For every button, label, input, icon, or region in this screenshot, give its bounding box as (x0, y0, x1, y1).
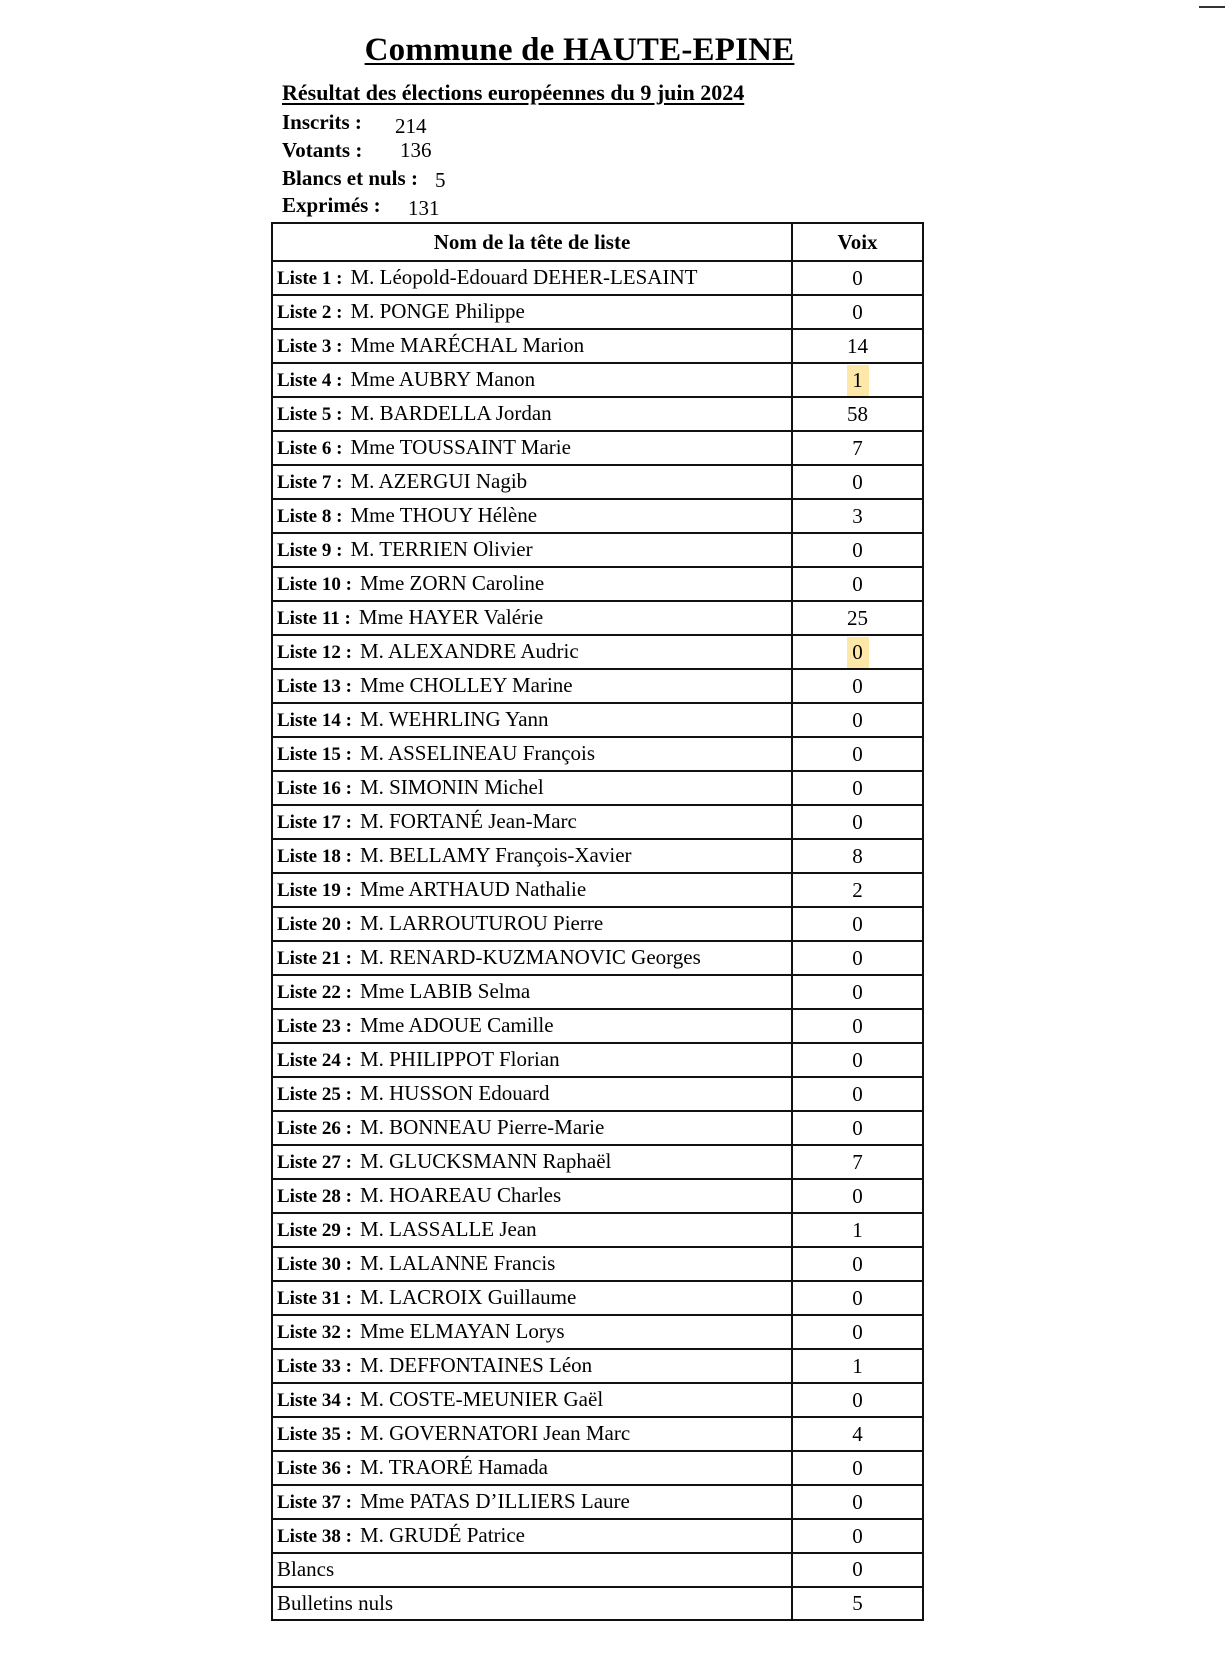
candidate-name: Mme ARTHAUD Nathalie (359, 877, 587, 901)
candidate-name: M. LASSALLE Jean (359, 1217, 537, 1241)
candidate-name: M. PHILIPPOT Florian (359, 1047, 560, 1071)
candidate-name: M. LALANNE Francis (359, 1251, 556, 1275)
list-cell (272, 1009, 792, 1043)
table-row (272, 1077, 923, 1111)
vote-count: 0 (852, 537, 863, 562)
vote-count: 14 (847, 333, 868, 358)
candidate-name: Mme ADOUE Camille (359, 1013, 554, 1037)
table-row (272, 737, 923, 771)
page-title (0, 32, 1225, 69)
table-row (272, 1179, 923, 1213)
list-number: Liste 30 : (277, 1254, 352, 1275)
header-list-name: Nom de la tête de liste (272, 223, 792, 261)
candidate-name: M. TRAORÉ Hamada (359, 1455, 548, 1479)
candidate-name: Mme HAYER Valérie (358, 605, 544, 629)
candidate-name: M. RENARD-KUZMANOVIC Georges (359, 945, 701, 969)
candidate-name: Mme TOUSSAINT Marie (350, 435, 571, 459)
scan-corner-mark (1199, 6, 1225, 8)
list-cell (272, 1077, 792, 1111)
table-footer-row (272, 1587, 923, 1621)
vote-count: 0 (847, 637, 869, 668)
list-cell (272, 465, 792, 499)
table-row (272, 1145, 923, 1179)
list-number: Liste 29 : (277, 1220, 352, 1241)
list-cell (272, 839, 792, 873)
votes-cell (792, 601, 923, 635)
votes-cell (792, 1213, 923, 1247)
candidate-name: M. Léopold-Edouard DEHER-LESAINT (350, 265, 698, 289)
table-row (272, 499, 923, 533)
list-number: Liste 22 : (277, 982, 352, 1003)
candidate-name: Mme MARÉCHAL Marion (350, 333, 585, 357)
table-row (272, 1519, 923, 1553)
votes-cell (792, 907, 923, 941)
list-number: Liste 35 : (277, 1424, 352, 1445)
vote-count: 0 (852, 1115, 863, 1140)
vote-count: 0 (852, 1183, 863, 1208)
candidate-name: M. BELLAMY François-Xavier (359, 843, 632, 867)
list-number: Liste 8 : (277, 506, 343, 527)
candidate-name: M. COSTE-MEUNIER Gaël (359, 1387, 604, 1411)
list-cell (272, 1315, 792, 1349)
table-row (272, 1043, 923, 1077)
candidate-name: M. SIMONIN Michel (359, 775, 544, 799)
votes-cell (792, 329, 923, 363)
votes-cell (792, 1111, 923, 1145)
footer-label: Bulletins nuls (272, 1587, 792, 1621)
table-row (272, 1349, 923, 1383)
vote-count: 0 (852, 775, 863, 800)
list-cell (272, 941, 792, 975)
candidate-name: Mme CHOLLEY Marine (359, 673, 573, 697)
vote-count: 0 (852, 1251, 863, 1276)
vote-count: 3 (852, 503, 863, 528)
candidate-name: M. GRUDÉ Patrice (359, 1523, 525, 1547)
vote-count: 0 (852, 1013, 863, 1038)
candidate-name: Mme AUBRY Manon (350, 367, 536, 391)
table-row (272, 1485, 923, 1519)
footer-label: Blancs (272, 1553, 792, 1587)
vote-count: 25 (847, 605, 868, 630)
stat-votants-label: Votants : (282, 138, 363, 162)
vote-count: 0 (852, 741, 863, 766)
stat-blancs-nuls-value: 5 (435, 168, 446, 192)
list-number: Liste 11 : (277, 608, 351, 629)
table-row (272, 907, 923, 941)
votes-cell (792, 533, 923, 567)
table-row (272, 533, 923, 567)
vote-count: 7 (852, 1149, 863, 1174)
votes-cell (792, 1451, 923, 1485)
list-number: Liste 33 : (277, 1356, 352, 1377)
table-row (272, 329, 923, 363)
votes-cell (792, 669, 923, 703)
list-cell (272, 703, 792, 737)
list-number: Liste 25 : (277, 1084, 352, 1105)
vote-count: 1 (852, 1353, 863, 1378)
votes-cell (792, 1349, 923, 1383)
candidate-name: M. ASSELINEAU François (359, 741, 596, 765)
votes-cell (792, 465, 923, 499)
table-row (272, 771, 923, 805)
vote-count: 0 (852, 1081, 863, 1106)
candidate-name: M. HUSSON Edouard (359, 1081, 550, 1105)
list-number: Liste 14 : (277, 710, 352, 731)
stat-inscrits (282, 110, 427, 138)
vote-count: 2 (852, 877, 863, 902)
list-number: Liste 27 : (277, 1152, 352, 1173)
table-row (272, 1009, 923, 1043)
list-number: Liste 16 : (277, 778, 352, 799)
list-number: Liste 31 : (277, 1288, 352, 1309)
vote-count: 0 (852, 911, 863, 936)
list-cell (272, 1213, 792, 1247)
table-row (272, 261, 923, 295)
list-number: Liste 6 : (277, 438, 343, 459)
list-cell (272, 907, 792, 941)
votes-cell (792, 941, 923, 975)
list-cell (272, 261, 792, 295)
list-number: Liste 4 : (277, 370, 343, 391)
list-cell (272, 1417, 792, 1451)
vote-count: 8 (852, 843, 863, 868)
votes-cell (792, 703, 923, 737)
table-row (272, 431, 923, 465)
list-cell (272, 601, 792, 635)
votes-cell (792, 1077, 923, 1111)
candidate-name: M. ALEXANDRE Audric (359, 639, 579, 663)
table-footer-row (272, 1553, 923, 1587)
candidate-name: Mme ELMAYAN Lorys (359, 1319, 565, 1343)
list-cell (272, 635, 792, 669)
table-row (272, 1213, 923, 1247)
vote-count: 1 (847, 365, 869, 396)
votes-cell (792, 975, 923, 1009)
table-row (272, 1315, 923, 1349)
candidate-name: Mme THOUY Hélène (350, 503, 538, 527)
candidate-name: M. DEFFONTAINES Léon (359, 1353, 593, 1377)
votes-cell (792, 1281, 923, 1315)
list-cell (272, 567, 792, 601)
results-body (272, 261, 923, 1620)
results-table (271, 222, 924, 1621)
stat-votants (282, 138, 432, 163)
list-number: Liste 36 : (277, 1458, 352, 1479)
vote-count: 0 (852, 571, 863, 596)
vote-count: 0 (852, 809, 863, 834)
list-number: Liste 5 : (277, 404, 343, 425)
candidate-name: M. TERRIEN Olivier (350, 537, 533, 561)
list-number: Liste 34 : (277, 1390, 352, 1411)
table-row (272, 295, 923, 329)
list-cell (272, 1383, 792, 1417)
list-cell (272, 1247, 792, 1281)
vote-count: 0 (852, 1319, 863, 1344)
vote-count: 0 (852, 469, 863, 494)
list-cell (272, 533, 792, 567)
table-row (272, 363, 923, 397)
list-cell (272, 1349, 792, 1383)
list-number: Liste 26 : (277, 1118, 352, 1139)
candidate-name: M. LARROUTUROU Pierre (359, 911, 604, 935)
list-number: Liste 32 : (277, 1322, 352, 1343)
list-number: Liste 19 : (277, 880, 352, 901)
votes-cell (792, 397, 923, 431)
list-number: Liste 7 : (277, 472, 343, 493)
list-cell (272, 431, 792, 465)
footer-votes: 0 (792, 1553, 923, 1587)
votes-cell (792, 1417, 923, 1451)
votes-cell (792, 499, 923, 533)
list-cell (272, 771, 792, 805)
votes-cell (792, 635, 923, 669)
votes-cell (792, 1145, 923, 1179)
list-number: Liste 9 : (277, 540, 343, 561)
table-row (272, 601, 923, 635)
votes-cell (792, 737, 923, 771)
table-row (272, 567, 923, 601)
list-cell (272, 295, 792, 329)
candidate-name: M. GOVERNATORI Jean Marc (359, 1421, 631, 1445)
list-cell (272, 1111, 792, 1145)
votes-cell (792, 873, 923, 907)
list-cell (272, 1043, 792, 1077)
stat-blancs-nuls (282, 166, 446, 192)
list-number: Liste 38 : (277, 1526, 352, 1547)
list-number: Liste 3 : (277, 336, 343, 357)
votes-cell (792, 1519, 923, 1553)
candidate-name: M. GLUCKSMANN Raphaël (359, 1149, 612, 1173)
votes-cell (792, 1179, 923, 1213)
table-row (272, 1247, 923, 1281)
vote-count: 0 (852, 265, 863, 290)
votes-cell (792, 567, 923, 601)
stat-blancs-nuls-label: Blancs et nuls : (282, 166, 418, 190)
stat-exprimes-label: Exprimés : (282, 193, 381, 217)
list-number: Liste 23 : (277, 1016, 352, 1037)
candidate-name: Mme ZORN Caroline (359, 571, 545, 595)
vote-count: 7 (852, 435, 863, 460)
vote-count: 4 (852, 1421, 863, 1446)
list-number: Liste 28 : (277, 1186, 352, 1207)
candidate-name: M. LACROIX Guillaume (359, 1285, 577, 1309)
list-number: Liste 24 : (277, 1050, 352, 1071)
table-row (272, 1383, 923, 1417)
vote-count: 0 (852, 1387, 863, 1412)
page-title-text: Commune de HAUTE-EPINE (364, 32, 795, 68)
list-number: Liste 13 : (277, 676, 352, 697)
votes-cell (792, 261, 923, 295)
list-number: Liste 18 : (277, 846, 352, 867)
vote-count: 0 (852, 707, 863, 732)
stat-exprimes-value: 131 (408, 196, 440, 220)
list-cell (272, 1485, 792, 1519)
vote-count: 1 (852, 1217, 863, 1242)
stat-exprimes (282, 193, 440, 220)
list-cell (272, 1281, 792, 1315)
list-cell (272, 1451, 792, 1485)
list-cell (272, 499, 792, 533)
vote-count: 0 (852, 673, 863, 698)
table-row (272, 635, 923, 669)
vote-count: 0 (852, 1523, 863, 1548)
candidate-name: M. WEHRLING Yann (359, 707, 549, 731)
list-cell (272, 975, 792, 1009)
table-row (272, 669, 923, 703)
list-cell (272, 669, 792, 703)
vote-count: 0 (852, 945, 863, 970)
stat-inscrits-label: Inscrits : (282, 110, 362, 134)
table-header-row (272, 223, 923, 261)
vote-count: 0 (852, 1047, 863, 1072)
table-row (272, 1281, 923, 1315)
votes-cell (792, 431, 923, 465)
document-subtitle: Résultat des élections européennes du 9 juin 2024 (282, 80, 745, 105)
vote-count: 0 (852, 1285, 863, 1310)
table-row (272, 1111, 923, 1145)
list-number: Liste 15 : (277, 744, 352, 765)
votes-cell (792, 1315, 923, 1349)
vote-count: 0 (852, 299, 863, 324)
list-number: Liste 21 : (277, 948, 352, 969)
candidate-name: M. BONNEAU Pierre-Marie (359, 1115, 605, 1139)
candidate-name: M. HOAREAU Charles (359, 1183, 562, 1207)
list-number: Liste 1 : (277, 268, 343, 289)
votes-cell (792, 771, 923, 805)
votes-cell (792, 1485, 923, 1519)
candidate-name: M. FORTANÉ Jean-Marc (359, 809, 577, 833)
candidate-name: M. BARDELLA Jordan (350, 401, 552, 425)
table-row (272, 397, 923, 431)
candidate-name: Mme LABIB Selma (359, 979, 531, 1003)
list-number: Liste 12 : (277, 642, 352, 663)
list-cell (272, 1179, 792, 1213)
table-row (272, 1451, 923, 1485)
footer-votes: 5 (792, 1587, 923, 1621)
vote-count: 0 (852, 1455, 863, 1480)
stat-votants-value: 136 (400, 138, 432, 162)
list-cell (272, 737, 792, 771)
list-cell (272, 805, 792, 839)
table-row (272, 975, 923, 1009)
table-row (272, 805, 923, 839)
vote-count: 58 (847, 401, 868, 426)
votes-cell (792, 295, 923, 329)
votes-cell (792, 1383, 923, 1417)
list-number: Liste 17 : (277, 812, 352, 833)
table-row (272, 465, 923, 499)
table-row (272, 839, 923, 873)
votes-cell (792, 839, 923, 873)
vote-count: 0 (852, 979, 863, 1004)
candidate-name: M. PONGE Philippe (350, 299, 525, 323)
table-row (272, 1417, 923, 1451)
stat-inscrits-value: 214 (395, 114, 427, 138)
list-cell (272, 873, 792, 907)
table-row (272, 873, 923, 907)
list-cell (272, 329, 792, 363)
votes-cell (792, 1247, 923, 1281)
table-row (272, 941, 923, 975)
list-cell (272, 1519, 792, 1553)
votes-cell (792, 1043, 923, 1077)
vote-count: 0 (852, 1489, 863, 1514)
list-cell (272, 363, 792, 397)
table-row (272, 703, 923, 737)
candidate-name: M. AZERGUI Nagib (350, 469, 528, 493)
votes-cell (792, 805, 923, 839)
votes-cell (792, 1009, 923, 1043)
candidate-name: Mme PATAS D’ILLIERS Laure (359, 1489, 630, 1513)
list-number: Liste 37 : (277, 1492, 352, 1513)
header-votes: Voix (792, 223, 923, 261)
list-number: Liste 2 : (277, 302, 343, 323)
list-number: Liste 20 : (277, 914, 352, 935)
list-cell (272, 397, 792, 431)
list-number: Liste 10 : (277, 574, 352, 595)
list-cell (272, 1145, 792, 1179)
votes-cell (792, 363, 923, 397)
